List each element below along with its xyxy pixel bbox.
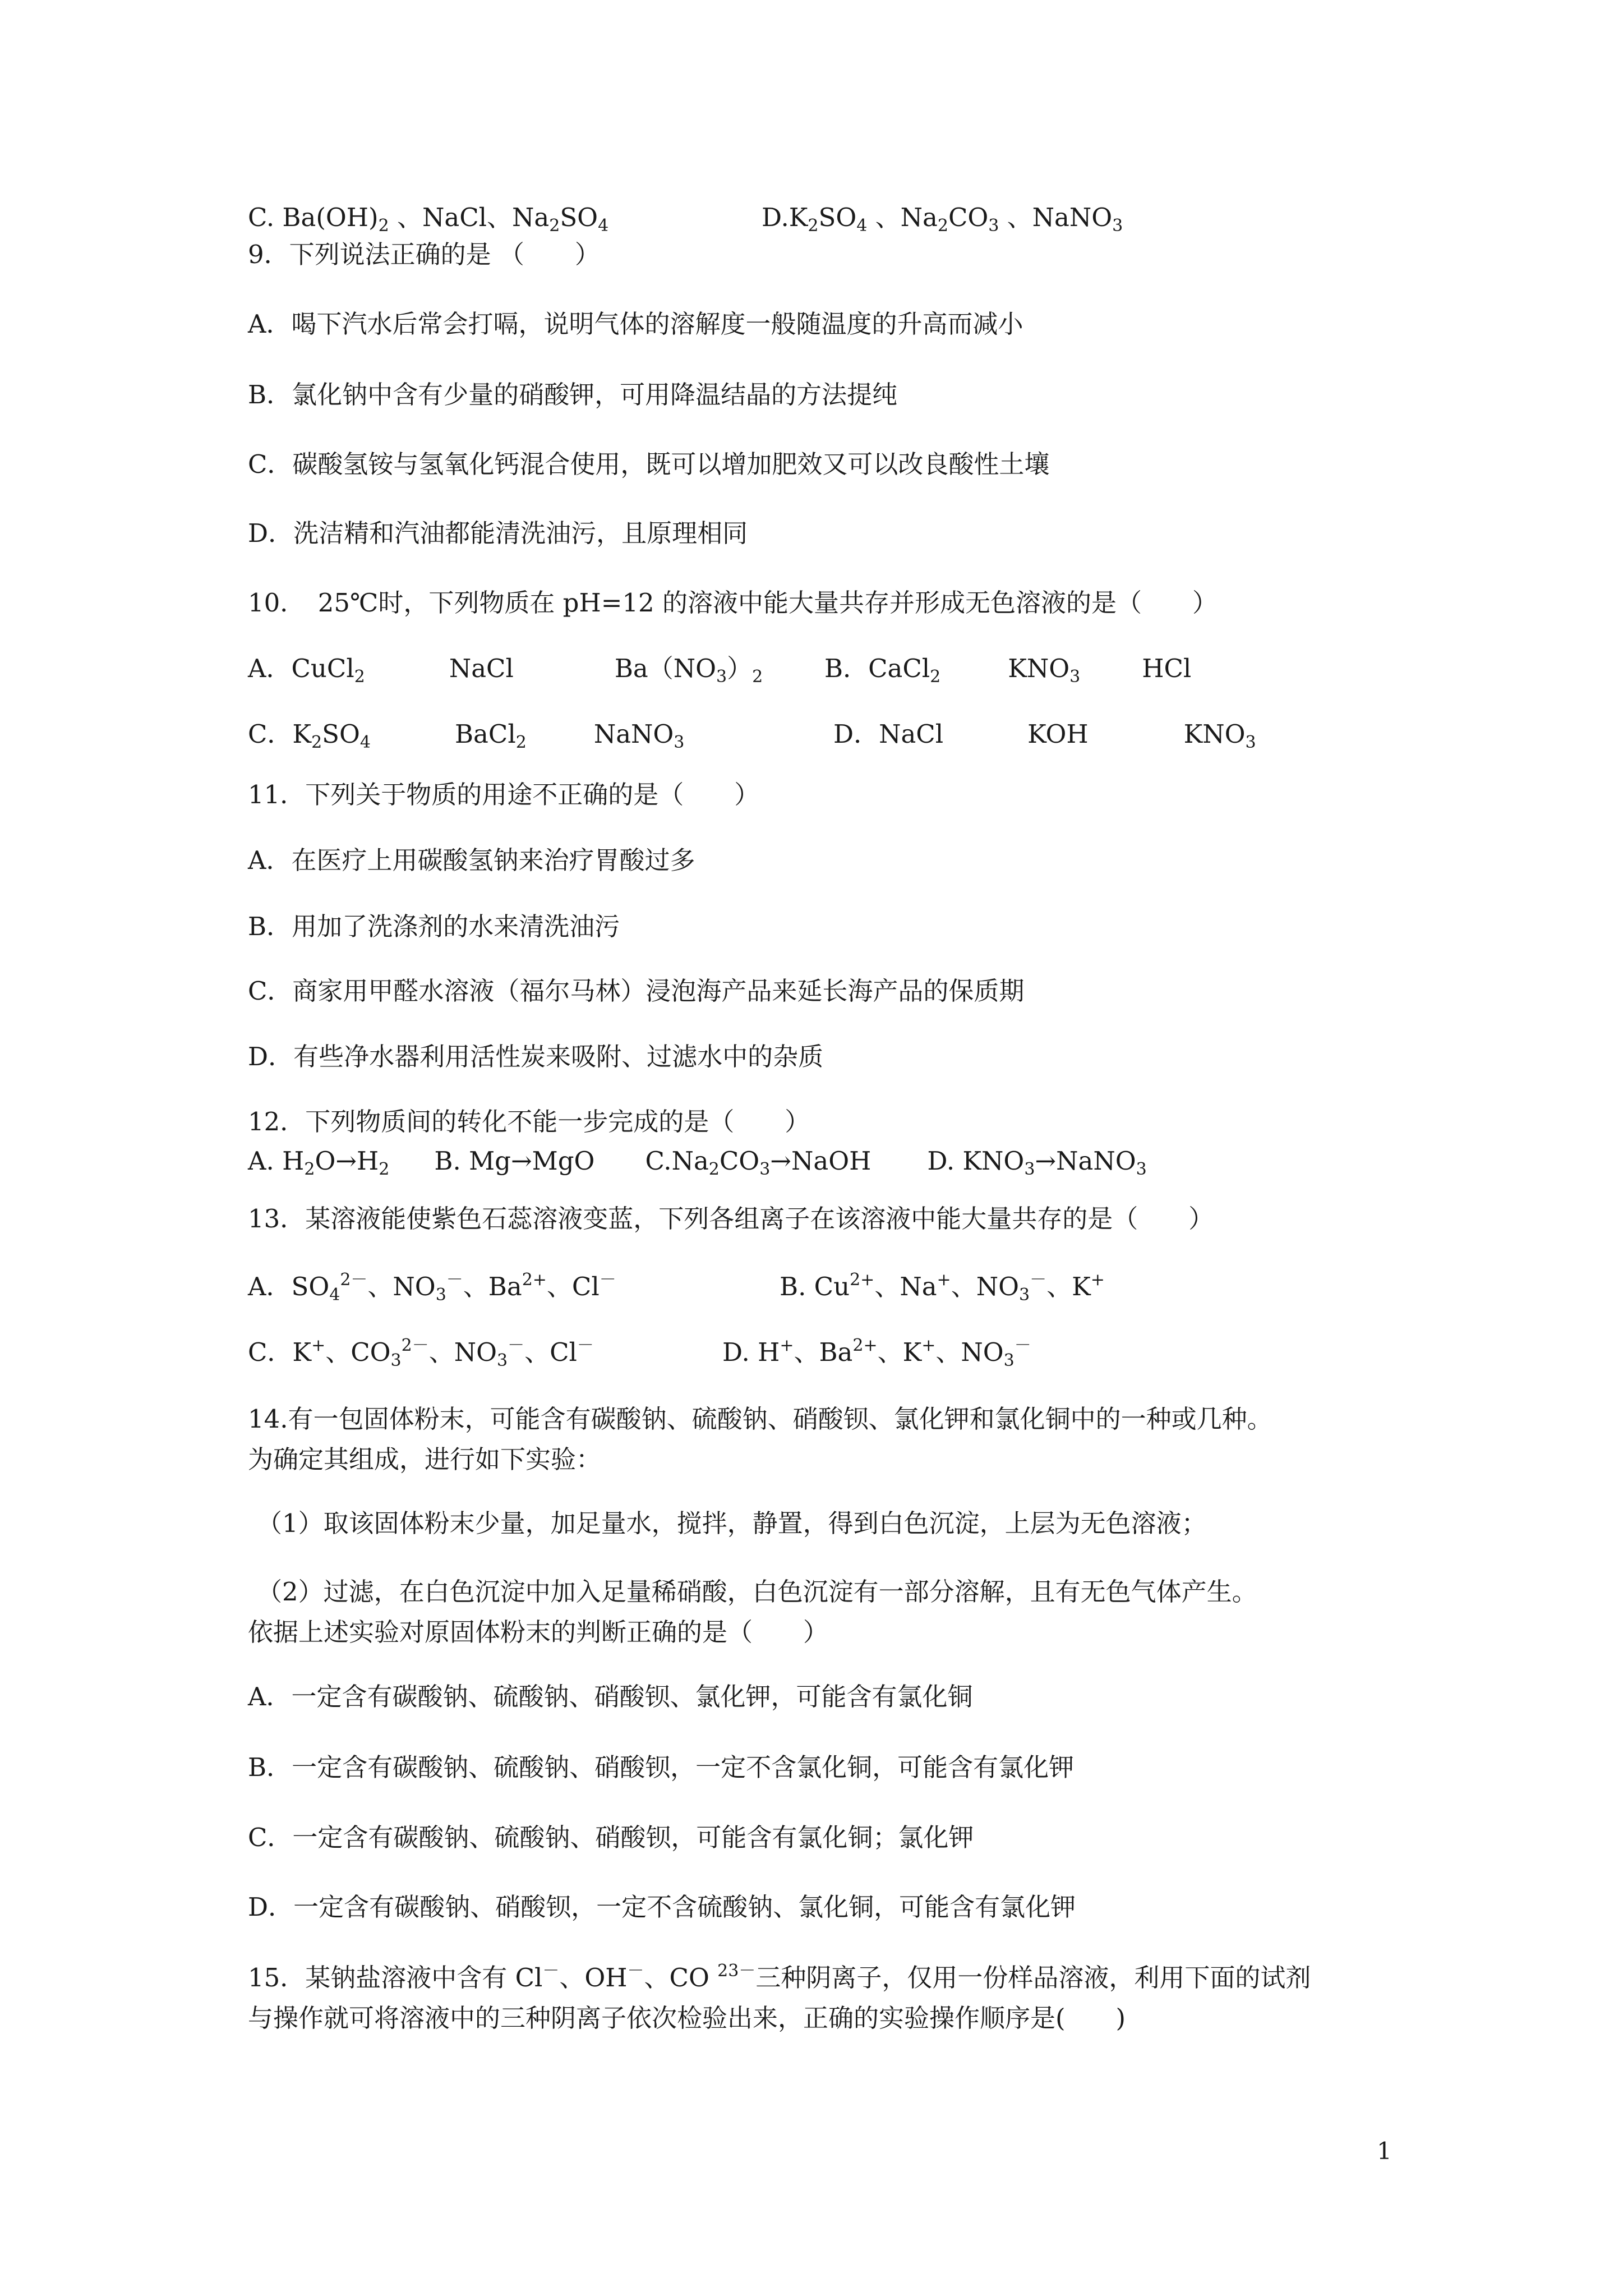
q10-option-d: D．NaCl KOH $KNO_3$: [833, 719, 1256, 752]
q14-step1: （1）取该固体粉末少量，加足量水，搅拌，静置，得到白色沉淀，上层为无色溶液；: [257, 1508, 1207, 1538]
q10-option-c: C．$K_2SO_4$ BaCl$_2$ NaNO$_3$: [248, 719, 685, 752]
q13-option-c: C．K+、$CO_3^{2-}$、$NO_3^-$、Cl－: [248, 1336, 594, 1370]
q14-option-d: D．一定含有碳酸钠、硝酸钡，一定不含硫酸钠、氯化铜，可能含有氯化钾: [248, 1892, 1076, 1922]
q9-option-a: A．喝下汽水后常会打嗝，说明气体的溶解度一般随温度的升高而减小: [248, 309, 1023, 339]
q12-stem: 12．下列物质间的转化不能一步完成的是（ ）: [248, 1107, 810, 1137]
q10-option-b: B．CaCl$_2$ $KNO_3$ HCl: [824, 654, 1192, 687]
q14-option-a: A．一定含有碳酸钠、硫酸钠、硝酸钡、氯化钾，可能含有氯化铜: [248, 1682, 973, 1711]
q9-option-d: D．洗洁精和汽油都能清洗油污，且原理相同: [248, 518, 748, 548]
q11-option-b: B．用加了洗涤剂的水来清洗油污: [248, 912, 620, 941]
q15-stem-line2: 与操作就可将溶液中的三种阴离子依次检验出来，正确的实验操作顺序是( ): [248, 2003, 1126, 2033]
q12-options: A. $H_2O\to H_2$ B. Mg→MgO $C.Na_2CO_3\to NaOH$ D. $KNO_3\to NaNO_3$: [248, 1146, 1147, 1179]
q15-stem-line1: 15．某钠盐溶液中含有 Cl－、OH－、CO $^{23-}$三种阴离子，仅用一份样品溶液，利用下面的试剂: [248, 1961, 1311, 1993]
q9-option-b: B．氯化钠中含有少量的硝酸钾，可用降温结晶的方法提纯: [248, 380, 898, 409]
q8-option-c: C. $Ba(OH)_2$ 、NaCl、$Na_2SO_4$: [248, 203, 609, 236]
q8-option-d: $D.K_2SO_4$ 、$Na_2CO_3$ 、NaNO$_3$: [762, 203, 1123, 236]
q14-stem-line1: 14.有一包固体粉末，可能含有碳酸钠、硫酸钠、硝酸钡、氯化钾和氯化铜中的一种或几种。: [248, 1404, 1272, 1434]
q13-option-d: D. H+、$Ba^{2+}$、K+、$NO_3^-$: [722, 1336, 1031, 1370]
q11-option-c: C．商家用甲醛水溶液（福尔马林）浸泡海产品来延长海产品的保质期: [248, 976, 1025, 1006]
q13-stem: 13．某溶液能使紫色石蕊溶液变蓝，下列各组离子在该溶液中能大量共存的是（ ）: [248, 1204, 1214, 1234]
q14-step2-line1: （2）过滤，在白色沉淀中加入足量稀硝酸，白色沉淀有一部分溶解，且有无色气体产生。: [257, 1577, 1257, 1607]
q11-option-d: D．有些净水器利用活性炭来吸附、过滤水中的杂质: [248, 1042, 824, 1071]
q14-stem-line2: 为确定其组成，进行如下实验：: [248, 1444, 602, 1474]
q11-stem: 11．下列关于物质的用途不正确的是（ ）: [248, 780, 760, 809]
q9-stem: 9．下列说法正确的是 （ ）: [248, 240, 600, 269]
q10-stem: 10． 25℃时，下列物质在 pH=12 的溶液中能大量共存并形成无色溶液的是（ ）: [248, 588, 1218, 618]
q14-option-c: C．一定含有碳酸钠、硫酸钠、硝酸钡，可能含有氯化铜；氯化钾: [248, 1823, 974, 1852]
q9-option-c: C．碳酸氢铵与氢氧化钙混合使用，既可以增加肥效又可以改良酸性土壤: [248, 449, 1050, 479]
q13-option-b: B. $Cu^{2+}$、Na+、$NO_3^-$、K+: [780, 1270, 1105, 1305]
page-number: 1: [1377, 2137, 1392, 2165]
q10-option-a: A．CuCl$_2$ NaCl $Ba(NO_3)_2$: [248, 654, 763, 687]
q11-option-a: A．在医疗上用碳酸氢钠来治疗胃酸过多: [248, 845, 695, 875]
q13-option-a: A．$SO_4^{2-}$、$NO_3^-$、$Ba^{2+}$、Cl－: [248, 1270, 616, 1305]
q14-option-b: B．一定含有碳酸钠、硫酸钠、硝酸钡，一定不含氯化铜，可能含有氯化钾: [248, 1752, 1075, 1782]
q14-step2-line2: 依据上述实验对原固体粉末的判断正确的是（ ）: [248, 1617, 829, 1647]
